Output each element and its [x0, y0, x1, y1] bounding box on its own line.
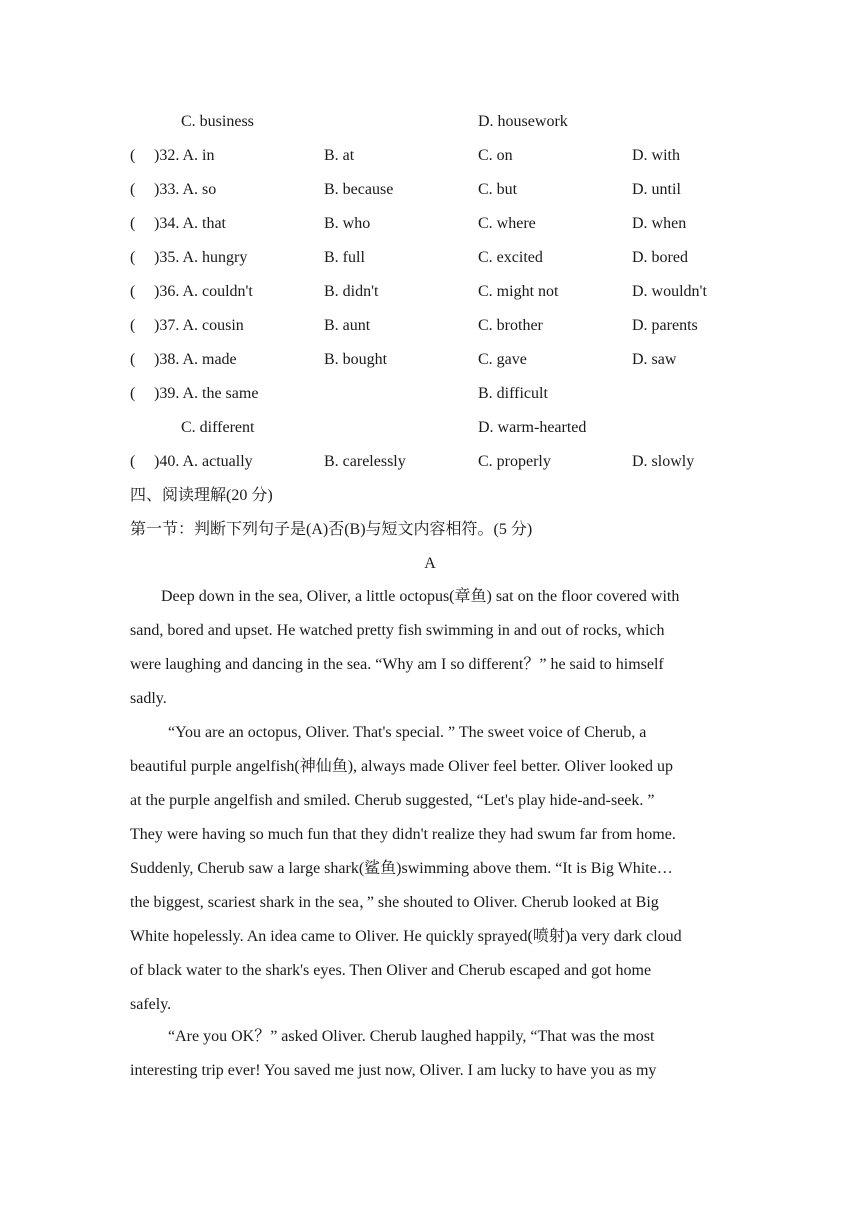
option-b: B. bought [324, 351, 388, 368]
answer-paren: ( [130, 181, 136, 198]
option-b: B. at [324, 147, 355, 164]
passage-line: sand, bored and upset. He watched pretty fish swimming in and out of rocks, which [130, 622, 665, 639]
passage-line: Suddenly, Cherub saw a large shark(鲨鱼)swimming above them. “It is Big White… [130, 860, 673, 877]
option-d: D. when [632, 215, 687, 232]
answer-paren: ( [130, 351, 136, 368]
answer-paren: ( [130, 385, 136, 402]
option-d: D. bored [632, 249, 688, 266]
option-d: D. slowly [632, 453, 695, 470]
option-c: C. brother [478, 317, 543, 334]
passage-line: safely. [130, 996, 172, 1013]
option-d: D. housework [478, 113, 568, 130]
passage-line: Deep down in the sea, Oliver, a little octopus(章鱼) sat on the floor covered with [161, 588, 680, 605]
passage-label: A [424, 555, 436, 572]
option-d: D. saw [632, 351, 677, 368]
passage-line: sadly. [130, 690, 167, 707]
answer-paren: ( [130, 147, 136, 164]
option-b: B. full [324, 249, 365, 266]
option-c: C. gave [478, 351, 527, 368]
passage-line: “Are you OK？” asked Oliver. Cherub laughed happily, “That was the most [168, 1028, 655, 1045]
passage-line: interesting trip ever! You saved me just now, Oliver. I am lucky to have you as my [130, 1062, 657, 1079]
option-d: D. wouldn't [632, 283, 707, 300]
option-a: )37. A. cousin [154, 317, 244, 334]
option-c: C. excited [478, 249, 543, 266]
option-a: )38. A. made [154, 351, 237, 368]
option-a: )33. A. so [154, 181, 217, 198]
answer-paren: ( [130, 283, 136, 300]
option-c: C. might not [478, 283, 559, 300]
option-a: )40. A. actually [154, 453, 253, 470]
passage-line: White hopelessly. An idea came to Oliver. He quickly sprayed(喷射)a very dark cloud [130, 928, 682, 945]
passage-line: the biggest, scariest shark in the sea，” she shouted to Oliver. Cherub looked at Big [130, 894, 659, 911]
passage-line: beautiful purple angelfish(神仙鱼), always made Oliver feel better. Oliver looked up [130, 758, 673, 775]
option-a: )39. A. the same [154, 385, 259, 402]
passage-line: were laughing and dancing in the sea. “Why am I so different？” he said to himself [130, 656, 664, 673]
option-b: B. aunt [324, 317, 371, 334]
answer-paren: ( [130, 317, 136, 334]
answer-paren: ( [130, 249, 136, 266]
option-c: C. on [478, 147, 513, 164]
option-a: )35. A. hungry [154, 249, 248, 266]
section-title: 四、阅读理解(20 分) [130, 487, 273, 504]
section-part-instructions: 第一节：判断下列句子是(A)否(B)与短文内容相符。(5 分) [130, 521, 533, 538]
passage-line: They were having so much fun that they didn't realize they had swum far from home. [130, 826, 676, 843]
option-b: B. difficult [478, 385, 548, 402]
option-b: B. carelessly [324, 453, 406, 470]
option-b: B. who [324, 215, 371, 232]
option-d: D. warm-hearted [478, 419, 587, 436]
answer-paren: ( [130, 215, 136, 232]
option-a: )32. A. in [154, 147, 215, 164]
option-d: D. until [632, 181, 681, 198]
option-c: C. business [181, 113, 254, 130]
option-b: B. didn't [324, 283, 379, 300]
option-a: )36. A. couldn't [154, 283, 253, 300]
passage-line: at the purple angelfish and smiled. Cherub suggested, “Let's play hide-and-seek. ” [130, 792, 655, 809]
option-d: D. with [632, 147, 680, 164]
option-c: C. properly [478, 453, 551, 470]
option-c: C. where [478, 215, 536, 232]
passage-line: of black water to the shark's eyes. Then Oliver and Cherub escaped and got home [130, 962, 652, 979]
option-c: C. different [181, 419, 255, 436]
passage-line: “You are an octopus, Oliver. That's special. ” The sweet voice of Cherub, a [168, 724, 647, 741]
option-d: D. parents [632, 317, 698, 334]
option-a: )34. A. that [154, 215, 226, 232]
answer-paren: ( [130, 453, 136, 470]
option-b: B. because [324, 181, 394, 198]
option-c: C. but [478, 181, 518, 198]
